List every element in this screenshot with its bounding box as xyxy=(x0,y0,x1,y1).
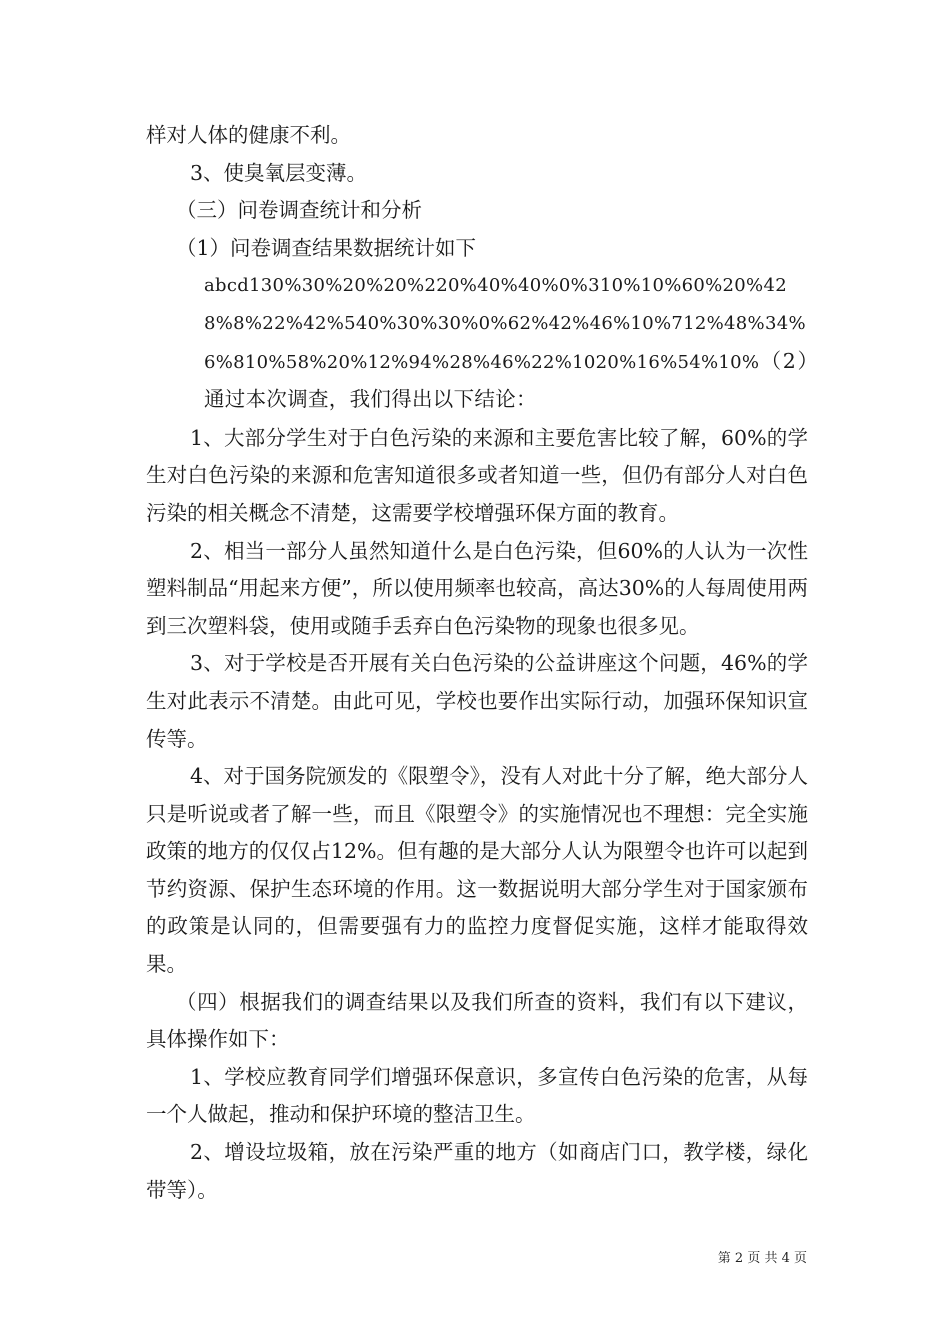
survey-data-values: abcd130%30%20%20%220%40%40%0%310%10%60%20%428%8%22%42%540%30%30%0%62%42%46%10%712%48%34%6%810%58%20%12%94%28%46%22%1020%16%54%10% xyxy=(204,275,806,373)
document-body xyxy=(146,117,808,1209)
conclusion-1: 1、大部分学生对于白色污染的来源和主要危害比较了解，60%的学生对白色污染的来源和危害知道很多或者知道一些，但仍有部分人对白色污染的相关概念不清楚，这需要学校增强环保方面的教育。 xyxy=(146,425,808,525)
conclusion-3: 3、对于学校是否开展有关白色污染的公益讲座这个问题，46%的学生对此表示不清楚。由此可见，学校也要作出实际行动，加强环保知识宣传等。 xyxy=(146,651,808,751)
subsection-heading-2: （2）通过本次调查，我们得出以下结论： xyxy=(204,348,808,412)
paragraph-continuation: 样对人体的健康不利。 xyxy=(146,123,351,147)
page-number-footer: 第 2 页 共 4 页 xyxy=(717,1251,807,1266)
suggestion-2: 2、增设垃圾箱，放在污染严重的地方（如商店门口，教学楼，绿化带等）。 xyxy=(146,1140,808,1202)
survey-data-line xyxy=(146,267,808,419)
paragraph-point-3: 3、使臭氧层变薄。 xyxy=(190,160,368,185)
suggestion-1: 1、学校应教育同学们增强环保意识，多宣传白色污染的危害，从每一个人做起，推动和保护环境的整洁卫生。 xyxy=(146,1064,808,1127)
conclusion-2: 2、相当一部分人虽然知道什么是白色污染，但60%的人认为一次性塑料制品“用起来方便”，所以使用频率也较高，高达30%的人每周使用两到三次塑料袋，使用或随手丢弃白色污染物的现象也很多见。 xyxy=(146,538,808,638)
conclusion-4: 4、对于国务院颁发的《限塑令》，没有人对此十分了解，绝大部分人只是听说或者了解一些，而且《限塑令》的实施情况也不理想：完全实施政策的地方的仅仅占12%。但有趣的是大部分人认为限塑令也许可以起到节约资源、保护生态环境的作用。这一数据说明大部分学生对于国家颁布的政策是认同的，但需要强有力的监控力度督促实施，这样才能取得效果。 xyxy=(146,764,808,977)
section-heading-4: （四）根据我们的调查结果以及我们所查的资料，我们有以下建议，具体操作如下： xyxy=(146,989,808,1052)
section-heading-3: （三）问卷调查统计和分析 xyxy=(176,198,422,223)
subsection-heading-1: （1）问卷调查结果数据统计如下 xyxy=(176,235,477,260)
